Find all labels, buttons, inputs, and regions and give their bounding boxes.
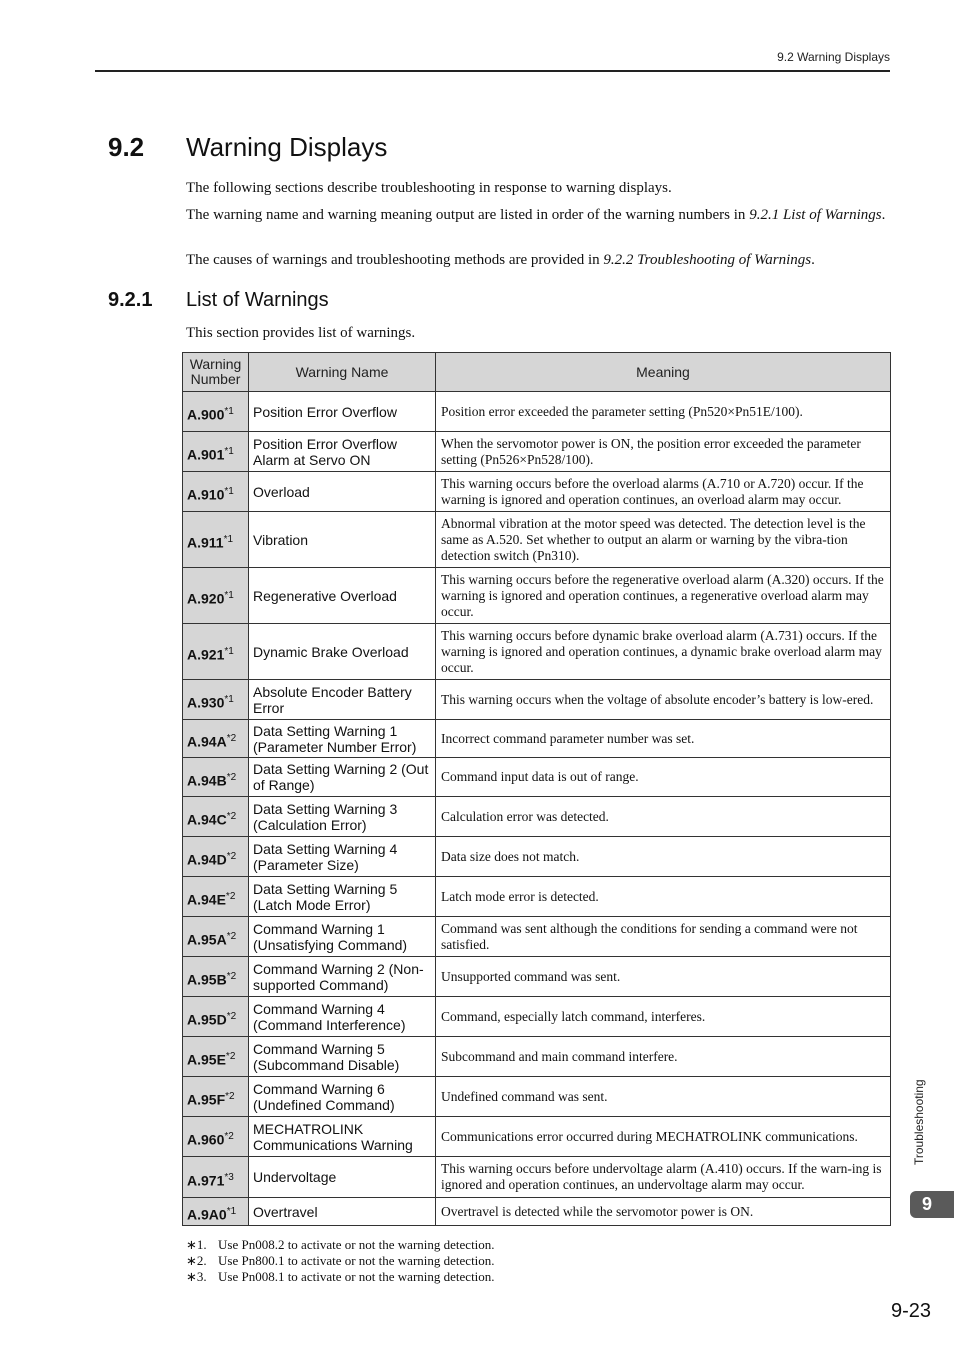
meaning-cell: Latch mode error is detected. bbox=[436, 877, 891, 917]
warning-name-cell: Data Setting Warning 1 (Parameter Number Error) bbox=[249, 720, 436, 758]
footnote-ref: *2 bbox=[226, 931, 237, 943]
warning-code: A.94C bbox=[187, 811, 227, 828]
intro-3-text: The causes of warnings and troubleshooting methods are provided in bbox=[186, 252, 604, 268]
meaning-cell: Undefined command was sent. bbox=[436, 1077, 891, 1117]
footnote-ref: *2 bbox=[224, 1131, 234, 1143]
warning-name-cell: Vibration bbox=[249, 512, 436, 568]
table-row bbox=[183, 680, 891, 720]
table-row bbox=[183, 568, 891, 624]
subsection-number: 9.2.1 bbox=[108, 289, 153, 311]
running-head: 9.2 Warning Displays bbox=[777, 50, 890, 64]
warning-code: A.921 bbox=[187, 646, 225, 663]
warning-name-cell: MECHATROLINK Communications Warning bbox=[249, 1117, 436, 1157]
intro-2-reference: 9.2.1 List of Warnings bbox=[749, 207, 882, 223]
footnote-ref: *2 bbox=[226, 1011, 237, 1023]
meaning-cell: Calculation error was detected. bbox=[436, 797, 891, 837]
footnote-ref: *1 bbox=[224, 446, 234, 458]
warning-name-cell: Regenerative Overload bbox=[249, 568, 436, 624]
footnote-text: Use Pn800.1 to activate or not the warning detection. bbox=[218, 1253, 495, 1268]
warning-number-cell bbox=[183, 624, 249, 680]
footnote bbox=[186, 1253, 495, 1269]
warning-number-cell bbox=[183, 877, 249, 917]
warning-name-cell: Dynamic Brake Overload bbox=[249, 624, 436, 680]
warnings-table bbox=[182, 352, 891, 1226]
table-row bbox=[183, 837, 891, 877]
meaning-cell: Data size does not match. bbox=[436, 837, 891, 877]
header-warning-number: Warning Number bbox=[183, 353, 249, 392]
meaning-cell: When the servomotor power is ON, the position error exceeded the parameter setting (Pn526×Pn528/100). bbox=[436, 432, 891, 472]
warning-code: A.920 bbox=[187, 590, 225, 607]
warning-code: A.900 bbox=[187, 406, 225, 423]
footnote bbox=[186, 1237, 495, 1253]
header-meaning: Meaning bbox=[436, 353, 891, 392]
warning-name-cell: Data Setting Warning 4 (Parameter Size) bbox=[249, 837, 436, 877]
warning-number-cell bbox=[183, 758, 249, 797]
warning-number-cell bbox=[183, 472, 249, 512]
warning-number-cell bbox=[183, 957, 249, 997]
warning-number-cell bbox=[183, 512, 249, 568]
table-row bbox=[183, 392, 891, 432]
section-number: 9.2 bbox=[108, 132, 145, 162]
table-header-row bbox=[183, 353, 891, 392]
warning-code: A.95F bbox=[187, 1091, 226, 1108]
table-row bbox=[183, 1198, 891, 1226]
warning-code: A.94D bbox=[187, 851, 227, 868]
meaning-cell: Command, especially latch command, interferes. bbox=[436, 997, 891, 1037]
warning-code: A.95B bbox=[187, 971, 227, 988]
footnote-ref: *2 bbox=[226, 771, 237, 783]
warning-name-cell: Command Warning 2 (Non-supported Command) bbox=[249, 957, 436, 997]
subsection-intro: This section provides list of warnings. bbox=[186, 325, 416, 341]
table-row bbox=[183, 472, 891, 512]
footnote-ref: *1 bbox=[226, 1206, 237, 1218]
table-row bbox=[183, 797, 891, 837]
section-intro-2 bbox=[186, 206, 886, 224]
warning-name-cell: Overtravel bbox=[249, 1198, 436, 1226]
warning-name-cell: Data Setting Warning 5 (Latch Mode Error) bbox=[249, 877, 436, 917]
warning-number-cell bbox=[183, 720, 249, 758]
footnote-ref: *2 bbox=[225, 1091, 235, 1103]
warning-code: A.95D bbox=[187, 1011, 227, 1028]
footnote-ref: *2 bbox=[226, 851, 237, 863]
footnote-mark: ∗2. bbox=[186, 1253, 207, 1268]
warning-code: A.95A bbox=[187, 931, 227, 948]
table-row bbox=[183, 512, 891, 568]
footnote-ref: *1 bbox=[224, 646, 234, 658]
warning-name-cell: Undervoltage bbox=[249, 1157, 436, 1198]
footnote-ref: *2 bbox=[225, 1051, 236, 1063]
warning-number-cell bbox=[183, 997, 249, 1037]
footnote-ref: *3 bbox=[224, 1171, 234, 1183]
meaning-cell: Overtravel is detected while the servomotor power is ON. bbox=[436, 1198, 891, 1226]
footnote-ref: *2 bbox=[226, 733, 237, 745]
section-intro-1: The following sections describe troubleshooting in response to warning displays. bbox=[186, 180, 672, 196]
meaning-cell: This warning occurs when the voltage of absolute encoder’s battery is low-ered. bbox=[436, 680, 891, 720]
header-warning-name: Warning Name bbox=[249, 353, 436, 392]
table-body bbox=[183, 392, 891, 1226]
meaning-cell: This warning occurs before the overload alarms (A.710 or A.720) occur. If the warning is ignored and operation continues, an overload alarm may occur. bbox=[436, 472, 891, 512]
intro-3-end: . bbox=[811, 252, 815, 268]
warning-name-cell: Command Warning 6 (Undefined Command) bbox=[249, 1077, 436, 1117]
warning-number-cell bbox=[183, 680, 249, 720]
meaning-cell: This warning occurs before the regenerative overload alarm (A.320) occurs. If the warning is ignored and operation continues, a regenerative overload alarm may occur. bbox=[436, 568, 891, 624]
footnote-ref: *2 bbox=[226, 811, 237, 823]
meaning-cell: This warning occurs before undervoltage alarm (A.410) occurs. If the warn-ing is ignored and operation continues, an undervoltage alarm may occur. bbox=[436, 1157, 891, 1198]
warning-code: A.971 bbox=[187, 1172, 225, 1189]
meaning-cell: Command input data is out of range. bbox=[436, 758, 891, 797]
page-number: 9-23 bbox=[890, 1300, 931, 1322]
chapter-tab: 9 bbox=[910, 1191, 954, 1218]
footnotes bbox=[186, 1237, 495, 1285]
table-row bbox=[183, 997, 891, 1037]
section-intro-3 bbox=[186, 251, 886, 269]
table-row bbox=[183, 1117, 891, 1157]
footnote-ref: *1 bbox=[223, 534, 234, 546]
table-row bbox=[183, 758, 891, 797]
warning-name-cell: Command Warning 1 (Unsatisfying Command) bbox=[249, 917, 436, 957]
warning-number-cell bbox=[183, 568, 249, 624]
warning-code: A.910 bbox=[187, 486, 225, 503]
warning-name-cell: Position Error Overflow bbox=[249, 392, 436, 432]
warning-name-cell: Overload bbox=[249, 472, 436, 512]
table-row bbox=[183, 957, 891, 997]
meaning-cell: Communications error occurred during MECHATROLINK communications. bbox=[436, 1117, 891, 1157]
footnote-mark: ∗1. bbox=[186, 1237, 207, 1252]
table-row bbox=[183, 432, 891, 472]
table-row bbox=[183, 1037, 891, 1077]
footnote-ref: *1 bbox=[224, 406, 234, 418]
meaning-cell: Incorrect command parameter number was set. bbox=[436, 720, 891, 758]
warning-name-cell: Data Setting Warning 3 (Calculation Error) bbox=[249, 797, 436, 837]
footnote-text: Use Pn008.1 to activate or not the warning detection. bbox=[218, 1269, 495, 1284]
footnote-ref: *1 bbox=[224, 486, 234, 498]
warning-code: A.960 bbox=[187, 1131, 225, 1148]
table-row bbox=[183, 1077, 891, 1117]
footnote-ref: *1 bbox=[224, 694, 234, 706]
intro-3-reference: 9.2.2 Troubleshooting of Warnings bbox=[603, 252, 812, 268]
meaning-cell: Command was sent although the conditions for sending a command were not satisfied. bbox=[436, 917, 891, 957]
meaning-cell: This warning occurs before dynamic brake overload alarm (A.731) occurs. If the warning is ignored and operation continues, a dynamic brake overload alarm may occur. bbox=[436, 624, 891, 680]
table-row bbox=[183, 624, 891, 680]
warning-number-cell bbox=[183, 1117, 249, 1157]
meaning-cell: Subcommand and main command interfere. bbox=[436, 1037, 891, 1077]
footnote-ref: *2 bbox=[226, 971, 237, 983]
section-title: Warning Displays bbox=[186, 132, 388, 162]
footnote-mark: ∗3. bbox=[186, 1269, 207, 1284]
warning-code: A.9A0 bbox=[187, 1206, 227, 1223]
footnote-text: Use Pn008.2 to activate or not the warning detection. bbox=[218, 1237, 495, 1252]
warning-name-cell: Command Warning 5 (Subcommand Disable) bbox=[249, 1037, 436, 1077]
warning-code: A.95E bbox=[187, 1051, 226, 1068]
table-row bbox=[183, 877, 891, 917]
intro-2-text: The warning name and warning meaning output are listed in order of the warning numbers in bbox=[186, 207, 750, 223]
header-rule bbox=[95, 70, 890, 72]
meaning-cell: Unsupported command was sent. bbox=[436, 957, 891, 997]
warning-name-cell: Position Error Overflow Alarm at Servo ON bbox=[249, 432, 436, 472]
meaning-cell: Position error exceeded the parameter setting (Pn520×Pn51E/100). bbox=[436, 392, 891, 432]
table-row bbox=[183, 720, 891, 758]
side-tab-label: Troubleshooting bbox=[912, 1079, 926, 1165]
warning-number-cell bbox=[183, 432, 249, 472]
warning-number-cell bbox=[183, 1077, 249, 1117]
subsection-title: List of Warnings bbox=[186, 289, 329, 311]
warning-code: A.94B bbox=[187, 772, 227, 789]
warning-code: A.911 bbox=[187, 534, 224, 551]
meaning-cell: Abnormal vibration at the motor speed was detected. The detection level is the same as A.520. Set whether to output an alarm or warning by the vibra-tion detection switch (Pn310). bbox=[436, 512, 891, 568]
intro-2-end: . bbox=[881, 207, 886, 223]
warning-name-cell: Command Warning 4 (Command Interference) bbox=[249, 997, 436, 1037]
warning-name-cell: Absolute Encoder Battery Error bbox=[249, 680, 436, 720]
warning-number-cell bbox=[183, 837, 249, 877]
warning-number-cell bbox=[183, 917, 249, 957]
warning-number-cell bbox=[183, 797, 249, 837]
warning-code: A.930 bbox=[187, 694, 225, 711]
table-row bbox=[183, 1157, 891, 1198]
footnote-ref: *2 bbox=[225, 891, 236, 903]
warning-code: A.94A bbox=[187, 733, 227, 750]
footnote-ref: *1 bbox=[224, 590, 234, 602]
footnote bbox=[186, 1269, 495, 1285]
warning-number-cell bbox=[183, 1198, 249, 1226]
table-row bbox=[183, 917, 891, 957]
warning-code: A.901 bbox=[187, 446, 225, 463]
warning-number-cell bbox=[183, 392, 249, 432]
warning-number-cell bbox=[183, 1157, 249, 1198]
warning-name-cell: Data Setting Warning 2 (Out of Range) bbox=[249, 758, 436, 797]
warning-number-cell bbox=[183, 1037, 249, 1077]
warning-code: A.94E bbox=[187, 891, 226, 908]
